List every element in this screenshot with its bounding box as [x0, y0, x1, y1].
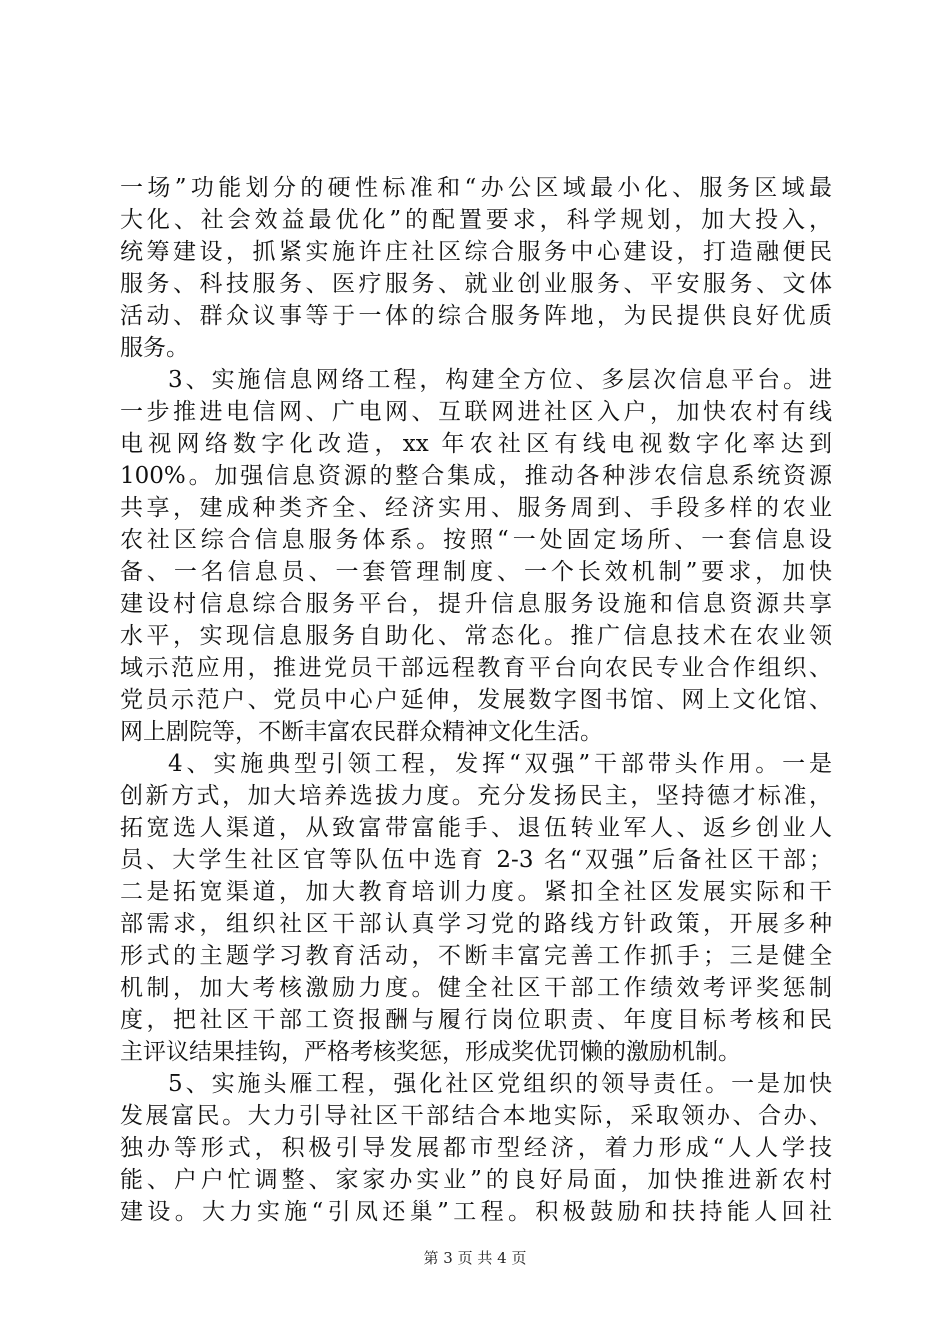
- text-line: 员、大学生社区官等队伍中选育 2-3 名“双强”后备社区干部；: [120, 847, 832, 873]
- text-line: 发展富民。大力引导社区干部结合本地实际，采取领办、合办、: [120, 1103, 832, 1129]
- text-line: 电视网络数字化改造，xx 年农社区有线电视数字化率达到: [120, 431, 832, 457]
- text-line: 5、实施头雁工程，强化社区党组织的领导责任。一是加快: [168, 1071, 832, 1097]
- text-line: 拓宽选人渠道，从致富带富能手、退伍转业军人、返乡创业人: [120, 815, 832, 841]
- text-line: 共享，建成种类齐全、经济实用、服务周到、手段多样的农业: [120, 495, 832, 521]
- text-line: 度，把社区干部工资报酬与履行岗位职责、年度目标考核和民: [120, 1007, 832, 1033]
- text-line: 3、实施信息网络工程，构建全方位、多层次信息平台。进: [168, 367, 832, 393]
- text-line: 建设村信息综合服务平台，提升信息服务设施和信息资源共享: [120, 591, 832, 617]
- text-line: 农社区综合信息服务体系。按照“一处固定场所、一套信息设: [120, 527, 832, 553]
- text-line: 部需求，组织社区干部认真学习党的路线方针政策，开展多种: [120, 911, 832, 937]
- text-line: 服务、科技服务、医疗服务、就业创业服务、平安服务、文体: [120, 271, 832, 297]
- text-line: 机制，加大考核激励力度。健全社区干部工作绩效考评奖惩制: [120, 975, 832, 1001]
- text-line: 100%。加强信息资源的整合集成，推动各种涉农信息系统资源: [120, 463, 832, 489]
- text-line: 4、实施典型引领工程，发挥“双强”干部带头作用。一是: [168, 751, 832, 777]
- text-line: 形式的主题学习教育活动，不断丰富完善工作抓手；三是健全: [120, 943, 832, 969]
- text-line: 建设。大力实施“引凤还巢”工程。积极鼓励和扶持能人回社: [120, 1199, 832, 1225]
- text-line: 二是拓宽渠道，加大教育培训力度。紧扣全社区发展实际和干: [120, 879, 832, 905]
- text-line: 服务。: [120, 335, 189, 361]
- text-line: 能、户户忙调整、家家办实业”的良好局面，加快推进新农村: [120, 1167, 832, 1193]
- page-footer: 第 3 页 共 4 页: [423, 1249, 527, 1267]
- text-line: 水平，实现信息服务自助化、常态化。推广信息技术在农业领: [120, 623, 832, 649]
- text-line: 大化、社会效益最优化”的配置要求，科学规划，加大投入，: [120, 207, 832, 233]
- text-line: 主评议结果挂钩，严格考核奖惩，形成奖优罚懒的激励机制。: [120, 1039, 741, 1065]
- text-line: 活动、群众议事等于一体的综合服务阵地，为民提供良好优质: [120, 303, 832, 329]
- text-line: 统筹建设，抓紧实施许庄社区综合服务中心建设，打造融便民: [120, 239, 832, 265]
- text-line: 一步推进电信网、广电网、互联网进社区入户，加快农村有线: [120, 399, 832, 425]
- document-body: [120, 172, 832, 1228]
- text-line: 备、一名信息员、一套管理制度、一个长效机制”要求，加快: [120, 559, 832, 585]
- text-line: 域示范应用，推进党员干部远程教育平台向农民专业合作组织、: [120, 655, 832, 681]
- text-line: 一场”功能划分的硬性标准和“办公区域最小化、服务区域最: [120, 175, 832, 201]
- text-line: 创新方式，加大培养选拔力度。充分发扬民主，坚持德才标准，: [120, 783, 832, 809]
- text-line: 党员示范户、党员中心户延伸，发展数字图书馆、网上文化馆、: [120, 687, 832, 713]
- text-line: 独办等形式，积极引导发展都市型经济，着力形成“人人学技: [120, 1135, 832, 1161]
- text-line: 网上剧院等，不断丰富农民群众精神文化生活。: [120, 719, 603, 745]
